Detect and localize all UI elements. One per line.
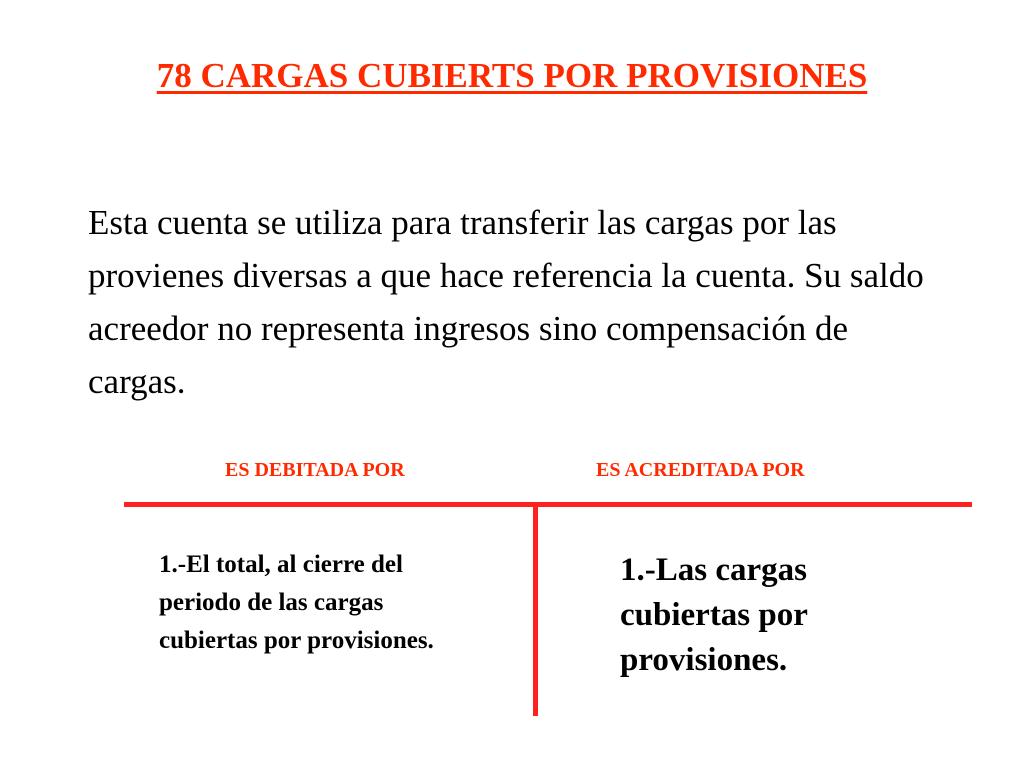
debit-entry: 1.-El total, al cierre del periodo de las cargas cubiertas por provisiones. [159,551,434,654]
slide-title-text: 78 CARGAS CUBIERTS POR PROVISIONES [156,56,868,95]
t-account-horizontal-line [124,502,972,507]
slide-title [0,54,1024,98]
credit-header: ES ACREDITADA POR [596,459,805,481]
t-account-vertical-line [533,502,538,716]
account-description: Esta cuenta se utiliza para transferir las cargas por las provienes diversas a que hace referencia la cuenta. Su saldo acreedor no representa ingresos sino compensación de cargas. [88,203,924,401]
debit-header: ES DEBITADA POR [225,459,405,481]
credit-entry: 1.-Las cargas cubiertas por provisiones. [620,552,808,678]
